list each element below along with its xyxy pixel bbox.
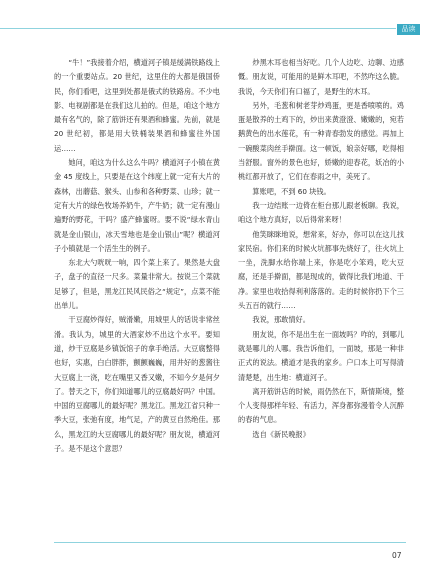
right-column [238,56,404,442]
paragraph: 我一边结账一边倚在柜台那儿跟老板聊。我说，咱这个地方真好，以后得常来呀！ [238,200,404,225]
source-credit: 选自《新民晚报》 [252,429,310,439]
header-rule [0,28,396,29]
paragraph: 朋友说，你不是出生在一面坡吗？咋的，到哪儿就是哪儿的人哪。我告诉他们，一面坡，那是一种非正式的说法。横道才是我的家乡。户口本上可写得清清楚楚，出生地：横道河子。 [238,329,404,382]
footer-rule [54,542,406,543]
paragraph: 算账吧，不到 60 块钱。 [252,186,331,196]
paragraph: 另外，毛葱和树老芽炒鸡蛋，更是香喷喷的。鸡蛋是散养的土鸡下的，炒出来黄澄澄、嫩嫩的，宛若鹅黄色的出水莲花，有一种青春勃发的感觉。再加上一碗酸菜肉丝手擀面。这一顿饭，娘亲好哪，吃得相当舒服。窗外的景色也好，娇嫩的迎春花，妖冶的小桃红都开放了，它们在春雨之中，美死了。 [238,100,404,182]
paragraph: 离开筋饼店的时候，雨仍然在下，斯情斯境，整个人变得那样年轻、有活力，浑身都弥漫着令人沉醉的春的气息。 [238,386,404,425]
paragraph: 东北大勺咣咣一响，四个菜上来了。果然是大盘子，盘子的直径一尺多。菜量非常大。按说三个菜就足够了，但是，黑龙江民风民俗之“规定”，点菜不能出单儿。 [54,258,220,311]
paragraph: “牛！”我接着介绍，横道河子镇是缓满铁路线上的一个重要站点。20 世纪，这里住的大都是俄国侨民，你们看吧，这里到处都是俄式的铁路房。不少电影、电视剧都是在我们这儿拍的。但是，咱这个地方最有名气的，除了筋饼还有果酒和蜂蜜。先前，就是 20 世纪初，都是用大铁桶装果酒和蜂蜜往外国运…… [54,58,220,153]
paragraph: 炒黑木耳也相当好吃。几个人边吃、边聊、边感慨。朋友说，可能用的是鲜木耳吧，不然咋这么脆。我说，今天你们有口福了，是野生的木耳。 [238,58,404,96]
paragraph: 干豆腐炒得好，贼滑嫩，用城里人的话说非常丝滑。我认为，城里的大酒家炒不出这个水平。要知道，炒干豆腐是乡镇饭馆子的拿手绝活。大豆腐整得也好，实惠，白白胖胖，颤颤巍巍，用井好的葱酱往大豆腐上一浇，吃在嘴里又香又嫩，不知今夕是何夕了。替天之下，你们知道哪儿的豆腐最好吗？中国。中国的豆腐哪儿的最好呢？黑龙江。黑龙江省只种一季大豆，张弛有度，地气足，产的黄豆自然绝佳。那么，黑龙江的大豆腐哪儿的最好呢？朋友说，横道河子。是不是这个意思？ [54,315,220,454]
section-tag: 品读 [397,24,420,35]
paragraph: 我说，那敢情好。 [252,315,310,325]
paragraph: 他笑眯眯地说，想常来，好办，你可以在这儿找家民宿。你们来的时候火坑都事先烧好了，往火坑上一坐，洗脚水给你端上来，你是吃小笨鸡，吃大豆腐，还是手擀面，都是现成的，做得比我们地道、干净。家里也收拾得利利落落的。走的时候你扔下个三头五百的就行…… [238,229,404,311]
page-number: 07 [392,551,402,560]
left-column [54,56,220,456]
paragraph: 她问，咱这为什么这么牛吗？横道河子小镇在黄金 45 度线上，只要是在这个纬度上就一定有大片的森林，出蘑菇、猴头、山参和各种野菜、山珍；就一定有大片的绿色牧场养奶牛，产牛奶；就一定有漫山遍野的野花，干吗？盛产蜂蜜呀。要不说“绿水青山就是金山银山，冰天雪地也是金山银山”呢？横道河子小镇就是一个活生生的例子。 [54,158,220,253]
